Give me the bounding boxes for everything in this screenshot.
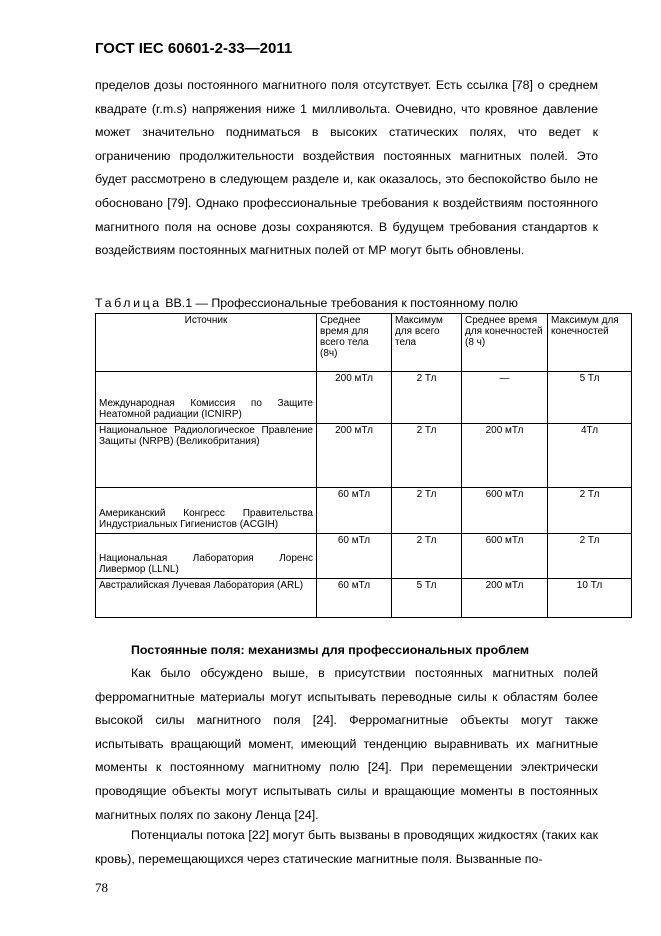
paragraph-mechanisms: Как было обсуждено выше, в присутствии постоянных магнитных полей ферромагнитные материалы могут испытывать переводные силы к областям более высокой силы магнитного поля [24]. Ферромагнитные объекты могут также испытывать вращающий момент, имеющий тенденцию выравнивать их магнитные моменты к постоянному магнитному полю [24]. При перемещении электрически проводящие объекты могут испытывать силы и вращающие моменты в постоянных магнитных полях по закону Ленца [24].	[95, 666, 598, 822]
cell-source: Национальное Радиологическое Правление Защиты (NRPB) (Великобритания)	[96, 424, 317, 488]
cell-value: 2 Тл	[548, 534, 632, 579]
table-caption-text: ВВ.1 — Профессиональные требования к постоянному полю	[161, 296, 518, 310]
page-number: 78	[95, 880, 108, 895]
cell-source: Международная Комиссия по Защите Неатомной радиации (ICNIRP)	[96, 372, 317, 424]
cell-value: 2 Тл	[392, 534, 462, 579]
header-max-whole-body: Максимум для всего тела	[392, 314, 462, 372]
cell-value: 2 Тл	[548, 488, 632, 534]
document-header: ГОСТ IEC 60601-2-33—2011	[95, 40, 293, 57]
table-row	[96, 424, 632, 488]
paragraph-intro: пределов дозы постоянного магнитного поля отсутствует. Есть ссылка [78] о среднем квадрате (r.m.s) напряжения ниже 1 милливольта. Очевидно, что кровяное давление может значительно подниматься в высоких статических полях, что ведет к ограничению продолжительности воздействия постоянных магнитных полей. Это будет рассмотрено в следующем разделе и, как оказалось, это беспокойство было не обосновано [79]. Однако профессиональные требования к воздействиям постоянного магнитного поля на основе дозы сохраняются. В будущем требования стандартов к воздействиям постоянных магнитных полей от МР могут быть обновлены.	[95, 78, 598, 258]
table-header-row	[96, 314, 632, 372]
cell-value: 10 Тл	[548, 579, 632, 618]
table-row	[96, 372, 632, 424]
table-row	[96, 579, 632, 618]
cell-source: Австралийская Лучевая Лаборатория (ARL)	[96, 579, 317, 618]
table-caption	[95, 296, 518, 310]
cell-value: 2 Тл	[392, 372, 462, 424]
cell-value: 60 мТл	[317, 534, 392, 579]
cell-value: 4Тл	[548, 424, 632, 488]
cell-value: 2 Тл	[392, 424, 462, 488]
cell-value: 5 Тл	[392, 579, 462, 618]
header-avg-limbs: Среднее время для конечностей (8 ч)	[462, 314, 548, 372]
cell-value: 2 Тл	[392, 488, 462, 534]
header-max-limbs: Максимум для конечностей	[548, 314, 632, 372]
requirements-table	[95, 313, 632, 618]
header-source: Источник	[96, 314, 317, 372]
table-caption-label: Таблица	[95, 296, 162, 310]
cell-value: 5 Тл	[548, 372, 632, 424]
cell-source: Национальная Лаборатория Лоренс Ливермор (LLNL)	[96, 534, 317, 579]
cell-value: 200 мТл	[462, 424, 548, 488]
table-row	[96, 534, 632, 579]
table-row	[96, 488, 632, 534]
section-subheading: Постоянные поля: механизмы для профессиональных проблем	[131, 643, 530, 657]
cell-value: 60 мТл	[317, 488, 392, 534]
cell-source: Американский Конгресс Правительства Индустриальных Гигиенистов (ACGIH)	[96, 488, 317, 534]
cell-value: 200 мТл	[317, 424, 392, 488]
cell-value: 600 мТл	[462, 534, 548, 579]
cell-value: 600 мТл	[462, 488, 548, 534]
header-avg-whole-body: Среднее время для всего тела (8ч)	[317, 314, 392, 372]
paragraph-flow-potentials: Потенциалы потока [22] могут быть вызваны в проводящих жидкостях (таких как кровь), перемещающихся через статические магнитные поля. Вызванные по-	[95, 828, 598, 866]
cell-value: —	[462, 372, 548, 424]
cell-value: 200 мТл	[462, 579, 548, 618]
cell-value: 60 мТл	[317, 579, 392, 618]
cell-value: 200 мТл	[317, 372, 392, 424]
